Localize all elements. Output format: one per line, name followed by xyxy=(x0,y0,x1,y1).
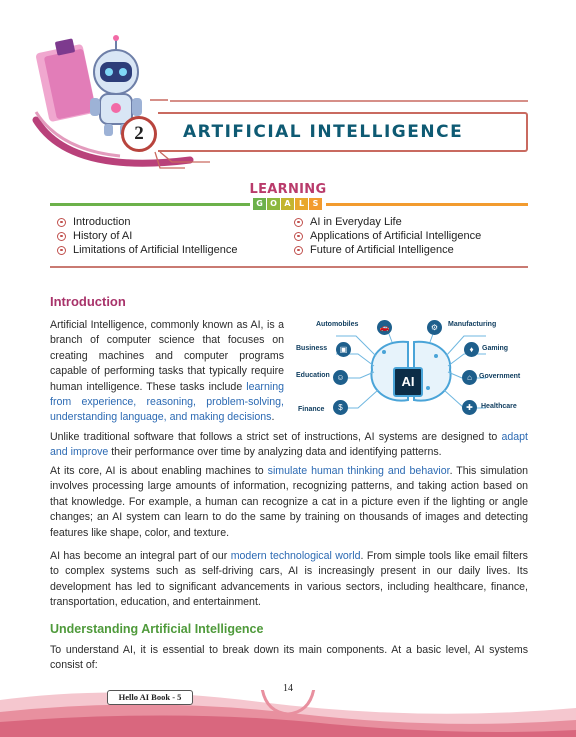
learning-heading: LEARNING xyxy=(249,182,327,197)
goals-letter: S xyxy=(309,198,322,210)
page-number: 14 xyxy=(283,683,293,694)
diagram-label: Finance xyxy=(298,406,325,413)
ai-chip: AI xyxy=(393,367,423,397)
book-title-tag: Hello AI Book - 5 xyxy=(107,690,193,705)
ai-applications-diagram xyxy=(296,312,526,428)
diagram-label: Healthcare xyxy=(481,403,517,410)
diagram-label: Gaming xyxy=(482,345,509,352)
diagram-label: Automobiles xyxy=(316,321,359,328)
chapter-title: ARTIFICIAL INTELLIGENCE xyxy=(183,122,464,142)
target-bullet-icon xyxy=(294,246,303,255)
diagram-label: Business xyxy=(296,345,328,352)
finance-chart-icon: $ xyxy=(333,400,348,415)
goals-letter: L xyxy=(295,198,308,210)
target-bullet-icon xyxy=(294,218,303,227)
intro-paragraph-continued: Unlike traditional software that follows a strict set of instructions, AI systems are designed to adapt and improve their performance over time by analyzing data and identifying patterns. xyxy=(50,431,528,459)
target-bullet-icon xyxy=(57,246,66,255)
components-paragraph: To understand AI, it is essential to break down its main components. At a basic level, AI systems consist of: xyxy=(50,644,528,672)
diagram-label: Manufacturing xyxy=(448,321,497,328)
understanding-heading: Understanding Artificial Intelligence xyxy=(50,622,264,636)
diagram-label: Government xyxy=(479,373,521,380)
goals-letter: O xyxy=(267,198,280,210)
diagram-label: Education xyxy=(296,372,330,379)
core-paragraph: At its core, AI is about enabling machines to simulate human thinking and behavior. This simulation involves processing large amounts of information, recognizing patterns, and taking action based on that knowledge. For example, a human can recognize a cat in a picture even if the lighting or angle changes; an AI system can learn to do the same by training on thousands of images and detecting features like shape, color, and texture. xyxy=(50,465,528,539)
goal-item: Applications of Artificial Intelligence xyxy=(294,230,481,242)
goal-item: AI in Everyday Life xyxy=(294,216,402,228)
student-icon: ☺ xyxy=(333,370,348,385)
gamepad-icon: ♦ xyxy=(464,342,479,357)
factory-icon: ⚙ xyxy=(427,320,442,335)
chapter-number: 2 xyxy=(121,116,157,152)
goals-badge xyxy=(253,198,322,210)
goal-item: History of AI xyxy=(57,230,132,242)
government-building-icon: ⌂ xyxy=(462,370,477,385)
briefcase-icon: ▣ xyxy=(336,342,351,357)
target-bullet-icon xyxy=(57,232,66,241)
target-bullet-icon xyxy=(294,232,303,241)
goals-divider xyxy=(50,266,528,268)
intro-paragraph: Artificial Intelligence, commonly known as AI, is a branch of computer science that focuses on creating machines and computer programs capable of performing tasks that typically require human intelligence. These tasks include learning from experience, reasoning, problem-solving, understanding language, and making decisions. xyxy=(50,319,284,424)
goals-right-bar xyxy=(326,203,528,206)
goals-letter: A xyxy=(281,198,294,210)
target-bullet-icon xyxy=(57,218,66,227)
goal-item: Limitations of Artificial Intelligence xyxy=(57,244,237,256)
goals-letter: G xyxy=(253,198,266,210)
goal-item: Future of Artificial Intelligence xyxy=(294,244,454,256)
medical-icon: ✚ xyxy=(462,400,477,415)
goals-left-bar xyxy=(50,203,250,206)
introduction-heading: Introduction xyxy=(50,294,126,309)
goal-item: Introduction xyxy=(57,216,130,228)
car-icon: 🚗 xyxy=(377,320,392,335)
footer-wave xyxy=(0,690,576,737)
integral-part-paragraph: AI has become an integral part of our modern technological world. From simple tools like email filters to complex systems such as self-driving cars, AI is increasingly present in our daily lives. Its development has led to significant advancements in various sectors, including healthcare, finance, transportation, education, and entertainment. xyxy=(50,550,528,609)
